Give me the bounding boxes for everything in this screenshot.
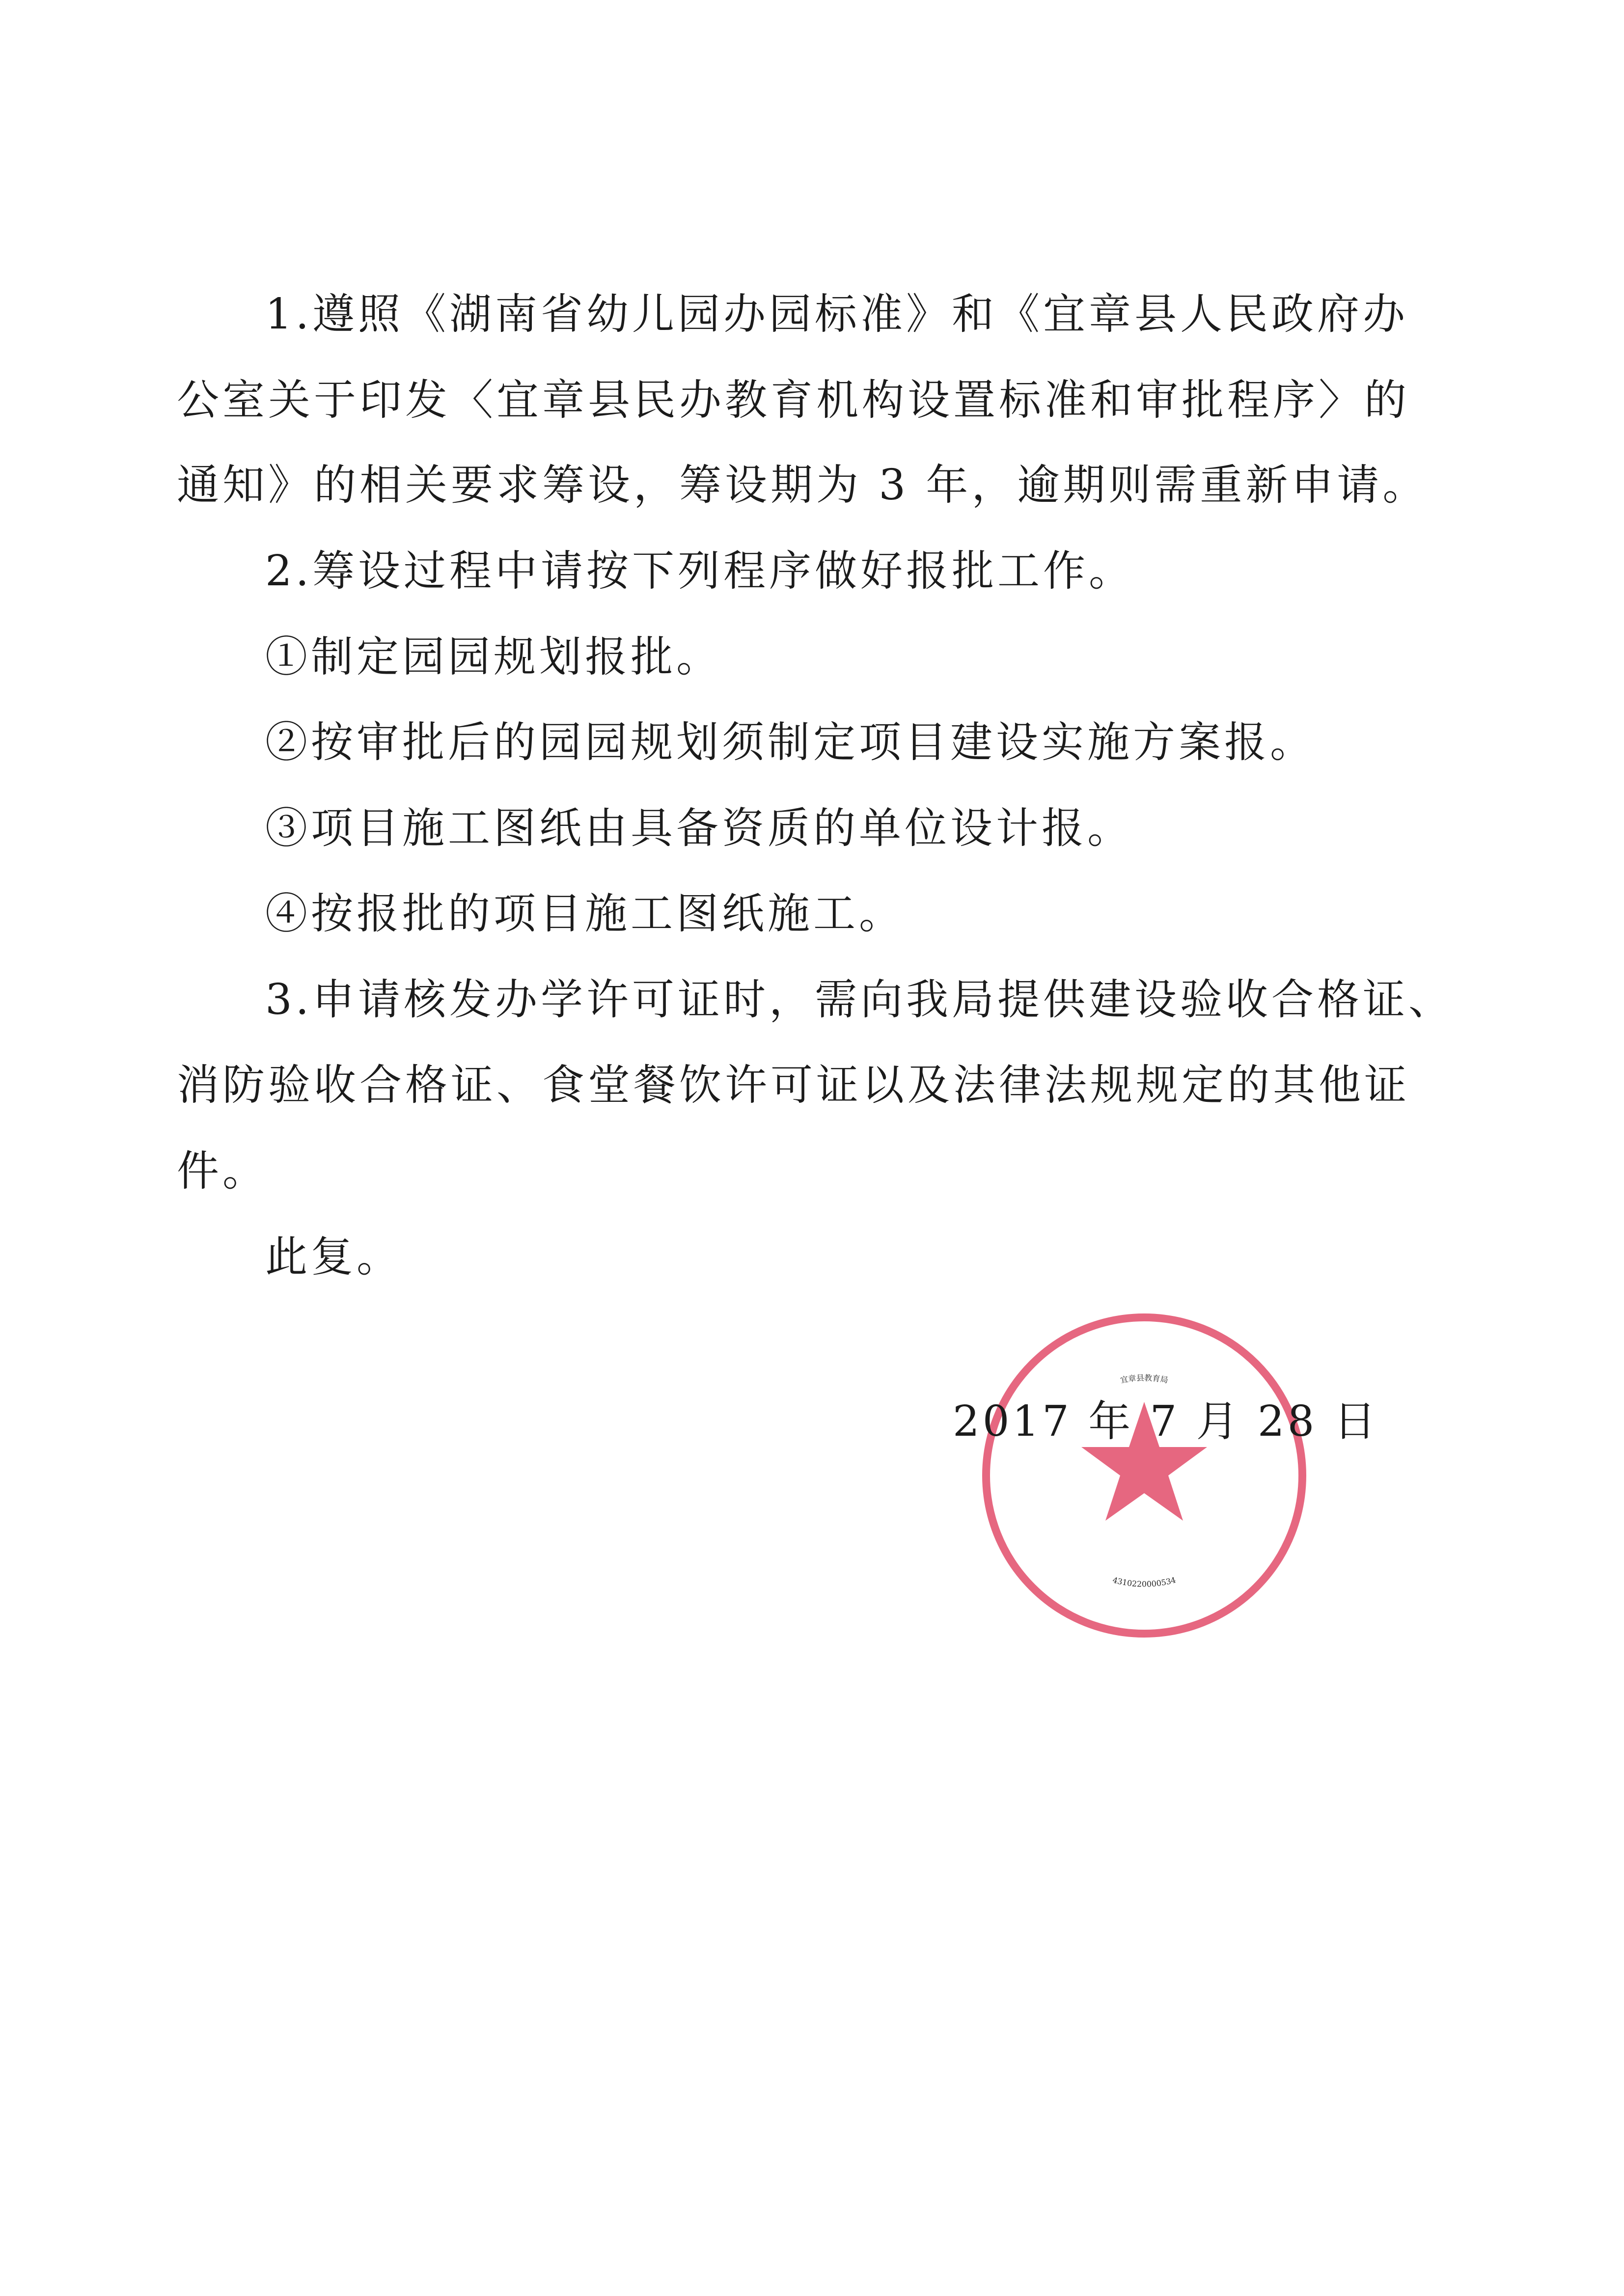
step-2-line: ②按审批后的园园规划须制定项目建设实施方案报。 [265, 718, 1316, 767]
closing-line: 此复。 [265, 1232, 402, 1282]
step-3-line: ③项目施工图纸由具备资质的单位设计报。 [265, 804, 1133, 853]
paragraph-3-line-1: 3.申请核发办学许可证时，需向我局提供建设验收合格证、 [265, 975, 1455, 1024]
paragraph-3-line-3: 件。 [177, 1147, 268, 1196]
paragraph-1-line-3: 通知》的相关要求筹设，筹设期为 3 年，逾期则需重新申请。 [177, 461, 1429, 510]
step-1-line: ①制定园园规划报批。 [265, 632, 722, 682]
document-date: 2017 年 7 月 28 日 [953, 1397, 1379, 1446]
paragraph-1-line-2: 公室关于印发〈宜章县民办教育机构设置标准和审批程序〉的 [177, 376, 1410, 425]
seal-title-text: 宜章县教育局 [1119, 1373, 1169, 1385]
paragraph-3-line-2: 消防验收合格证、食堂餐饮许可证以及法律法规规定的其他证 [177, 1061, 1410, 1110]
seal-code-text: 4310220000534 [1111, 1575, 1177, 1589]
official-seal-stamp [977, 1309, 1311, 1642]
step-4-line: ④按报批的项目施工图纸施工。 [265, 889, 905, 938]
paragraph-2-line-1: 2.筹设过程中请按下列程序做好报批工作。 [265, 547, 1135, 596]
paragraph-1-line-1: 1.遵照《湖南省幼儿园办园标准》和《宜章县人民政府办 [265, 290, 1409, 339]
